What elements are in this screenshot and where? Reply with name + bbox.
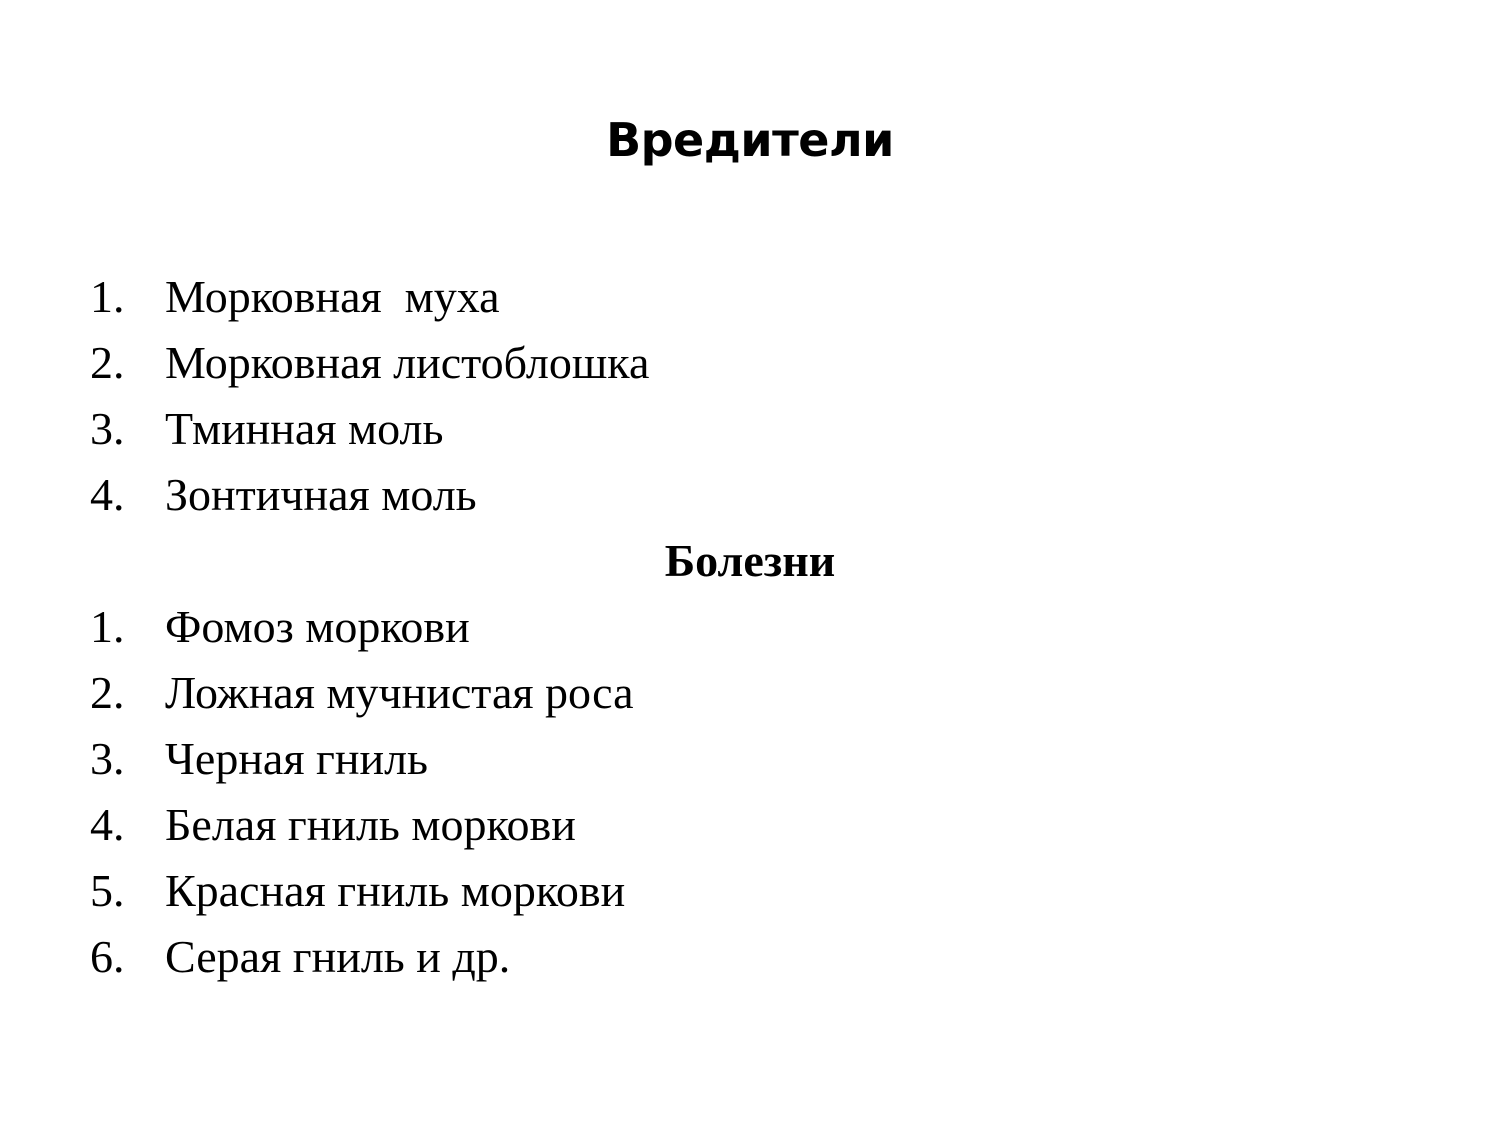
item-number: 1. [90, 271, 125, 322]
item-text: Серая гниль и др. [165, 931, 511, 982]
item-number: 4. [90, 799, 125, 850]
item-text: Морковная муха [165, 271, 500, 322]
item-text: Черная гниль [165, 733, 429, 784]
item-number: 2. [90, 337, 125, 388]
item-text: Фомоз моркови [165, 601, 470, 652]
item-number: 3. [90, 733, 125, 784]
item-text: Тминная моль [165, 403, 444, 454]
item-number: 2. [90, 667, 125, 718]
item-text: Морковная листоблошка [165, 337, 650, 388]
diseases-heading: Болезни [664, 535, 836, 586]
item-text: Белая гниль моркови [165, 799, 576, 850]
item-number: 1. [90, 601, 125, 652]
item-number: 6. [90, 931, 125, 982]
item-text: Красная гниль моркови [165, 865, 626, 916]
item-number: 3. [90, 403, 125, 454]
slide-title: Вредители [606, 113, 894, 167]
item-text: Ложная мучнистая роса [165, 667, 634, 718]
item-number: 5. [90, 865, 125, 916]
item-number: 4. [90, 469, 125, 520]
item-text: Зонтичная моль [165, 469, 477, 520]
